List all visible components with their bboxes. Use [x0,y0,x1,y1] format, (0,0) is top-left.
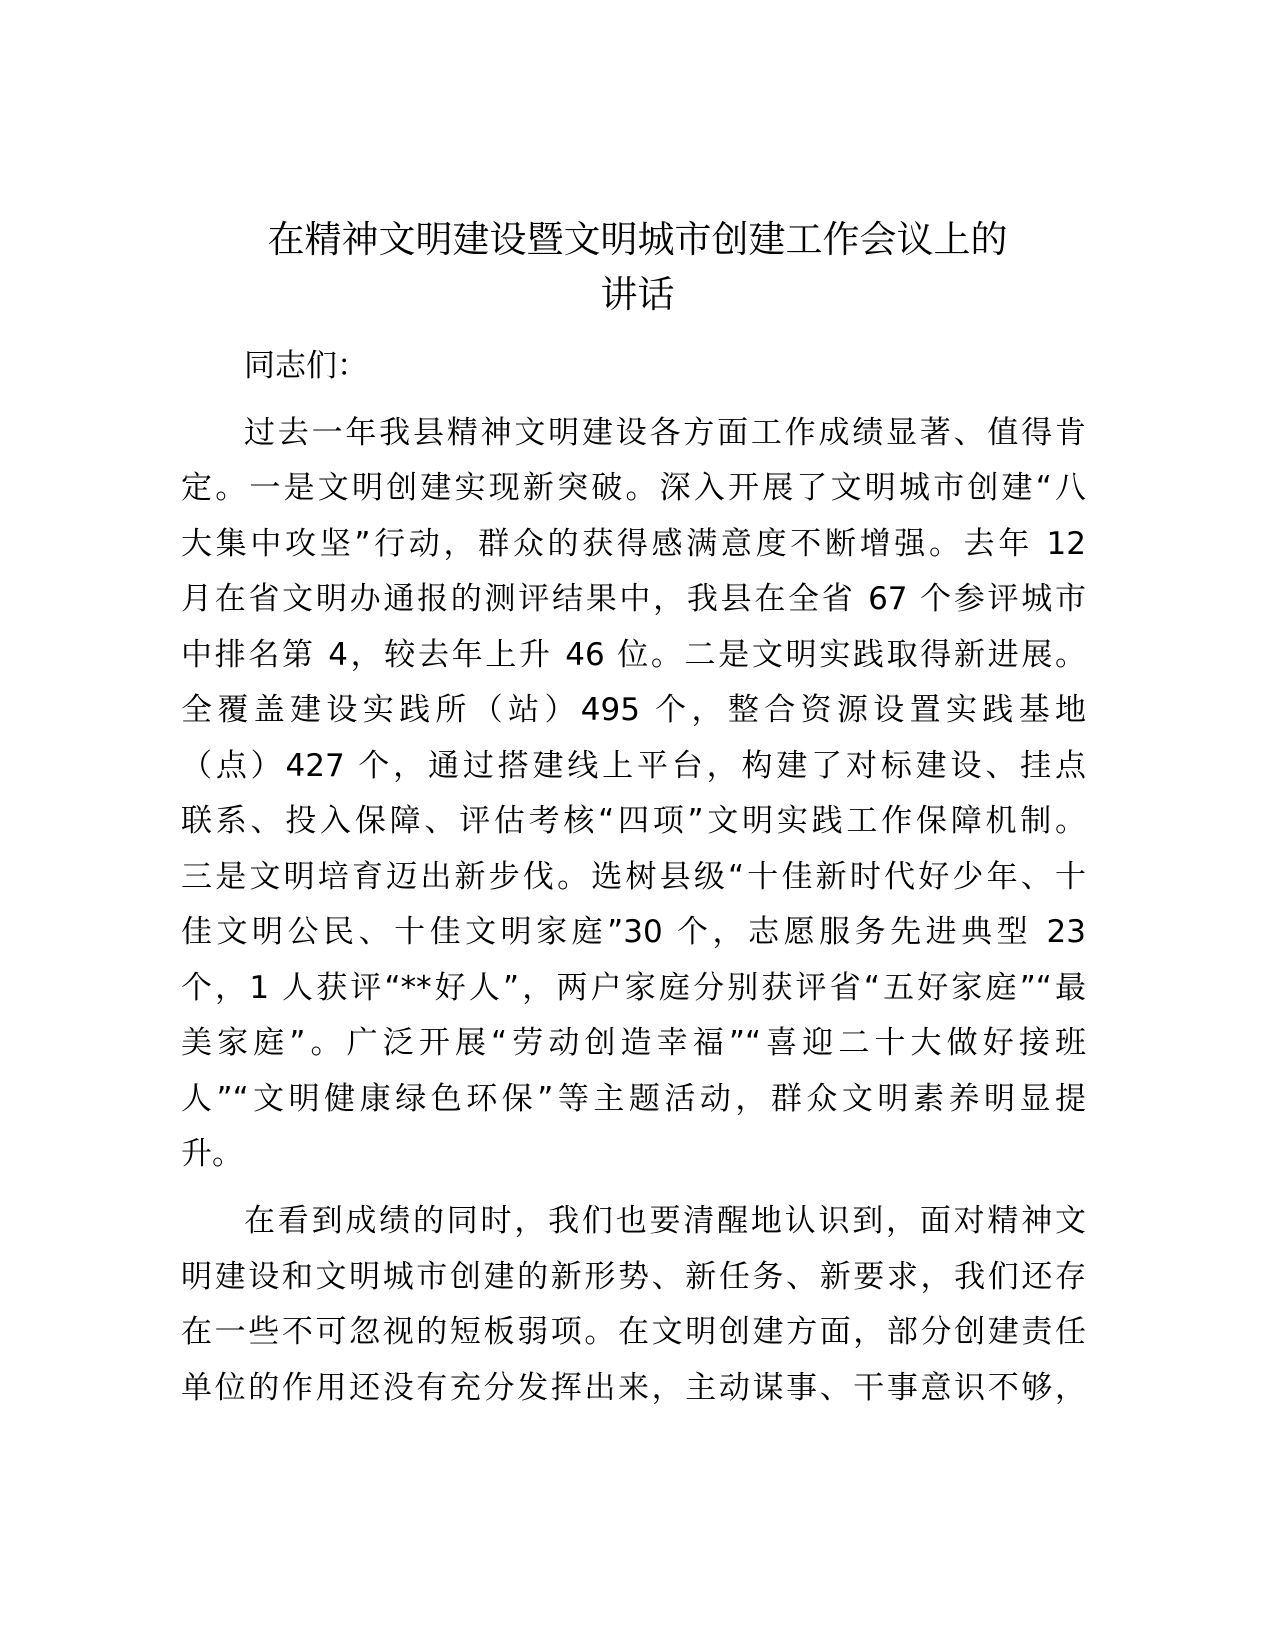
paragraph-line: 联系、投入保障、评估考核“四项”文明实践工作保障机制。 [181,803,1086,839]
paragraph-line: 在看到成绩的同时，我们也要清醒地认识到，面对精神文 [244,1203,1086,1239]
paragraph-line: 月在省文明办通报的测评结果中，我县在全省 67 个参评城市 [181,581,1086,617]
paragraph-line: 人”“文明健康绿色环保”等主题活动，群众文明素养明显提 [181,1081,1086,1117]
paragraph-line: 中排名第 4，较去年上升 46 位。二是文明实践取得新进展。 [181,637,1086,673]
paragraph-line: 升。 [181,1136,243,1172]
document-title-line-2: 讲话 [600,273,675,316]
document-title-line-1: 在精神文明建设暨文明城市创建工作会议上的 [267,218,1008,261]
paragraph-line: 全覆盖建设实践所（站）495 个，整合资源设置实践基地 [181,692,1086,728]
paragraph-line: 过去一年我县精神文明建设各方面工作成绩显著、值得肯 [244,415,1086,451]
paragraph-line: 美家庭”。广泛开展“劳动创造幸福”“喜迎二十大做好接班 [181,1025,1086,1061]
paragraph-line: 明建设和文明城市创建的新形势、新任务、新要求，我们还存 [181,1259,1086,1295]
paragraph-line: （点）427 个，通过搭建线上平台，构建了对标建设、挂点 [181,748,1086,784]
greeting: 同志们： [244,348,368,384]
paragraph-line: 佳文明公民、十佳文明家庭”30 个，志愿服务先进典型 23 [181,914,1086,950]
paragraph-line: 个，1 人获评“**好人”，两户家庭分别获评省“五好家庭”“最 [181,970,1086,1006]
paragraph-line: 大集中攻坚”行动，群众的获得感满意度不断增强。去年 12 [181,526,1086,562]
paragraph-line: 在一些不可忽视的短板弱项。在文明创建方面，部分创建责任 [181,1314,1086,1350]
paragraph-line: 单位的作用还没有充分发挥出来，主动谋事、干事意识不够， [181,1370,1086,1406]
paragraph-line: 定。一是文明创建实现新突破。深入开展了文明城市创建“八 [181,470,1086,506]
paragraph-line: 三是文明培育迈出新步伐。选树县级“十佳新时代好少年、十 [181,859,1086,895]
